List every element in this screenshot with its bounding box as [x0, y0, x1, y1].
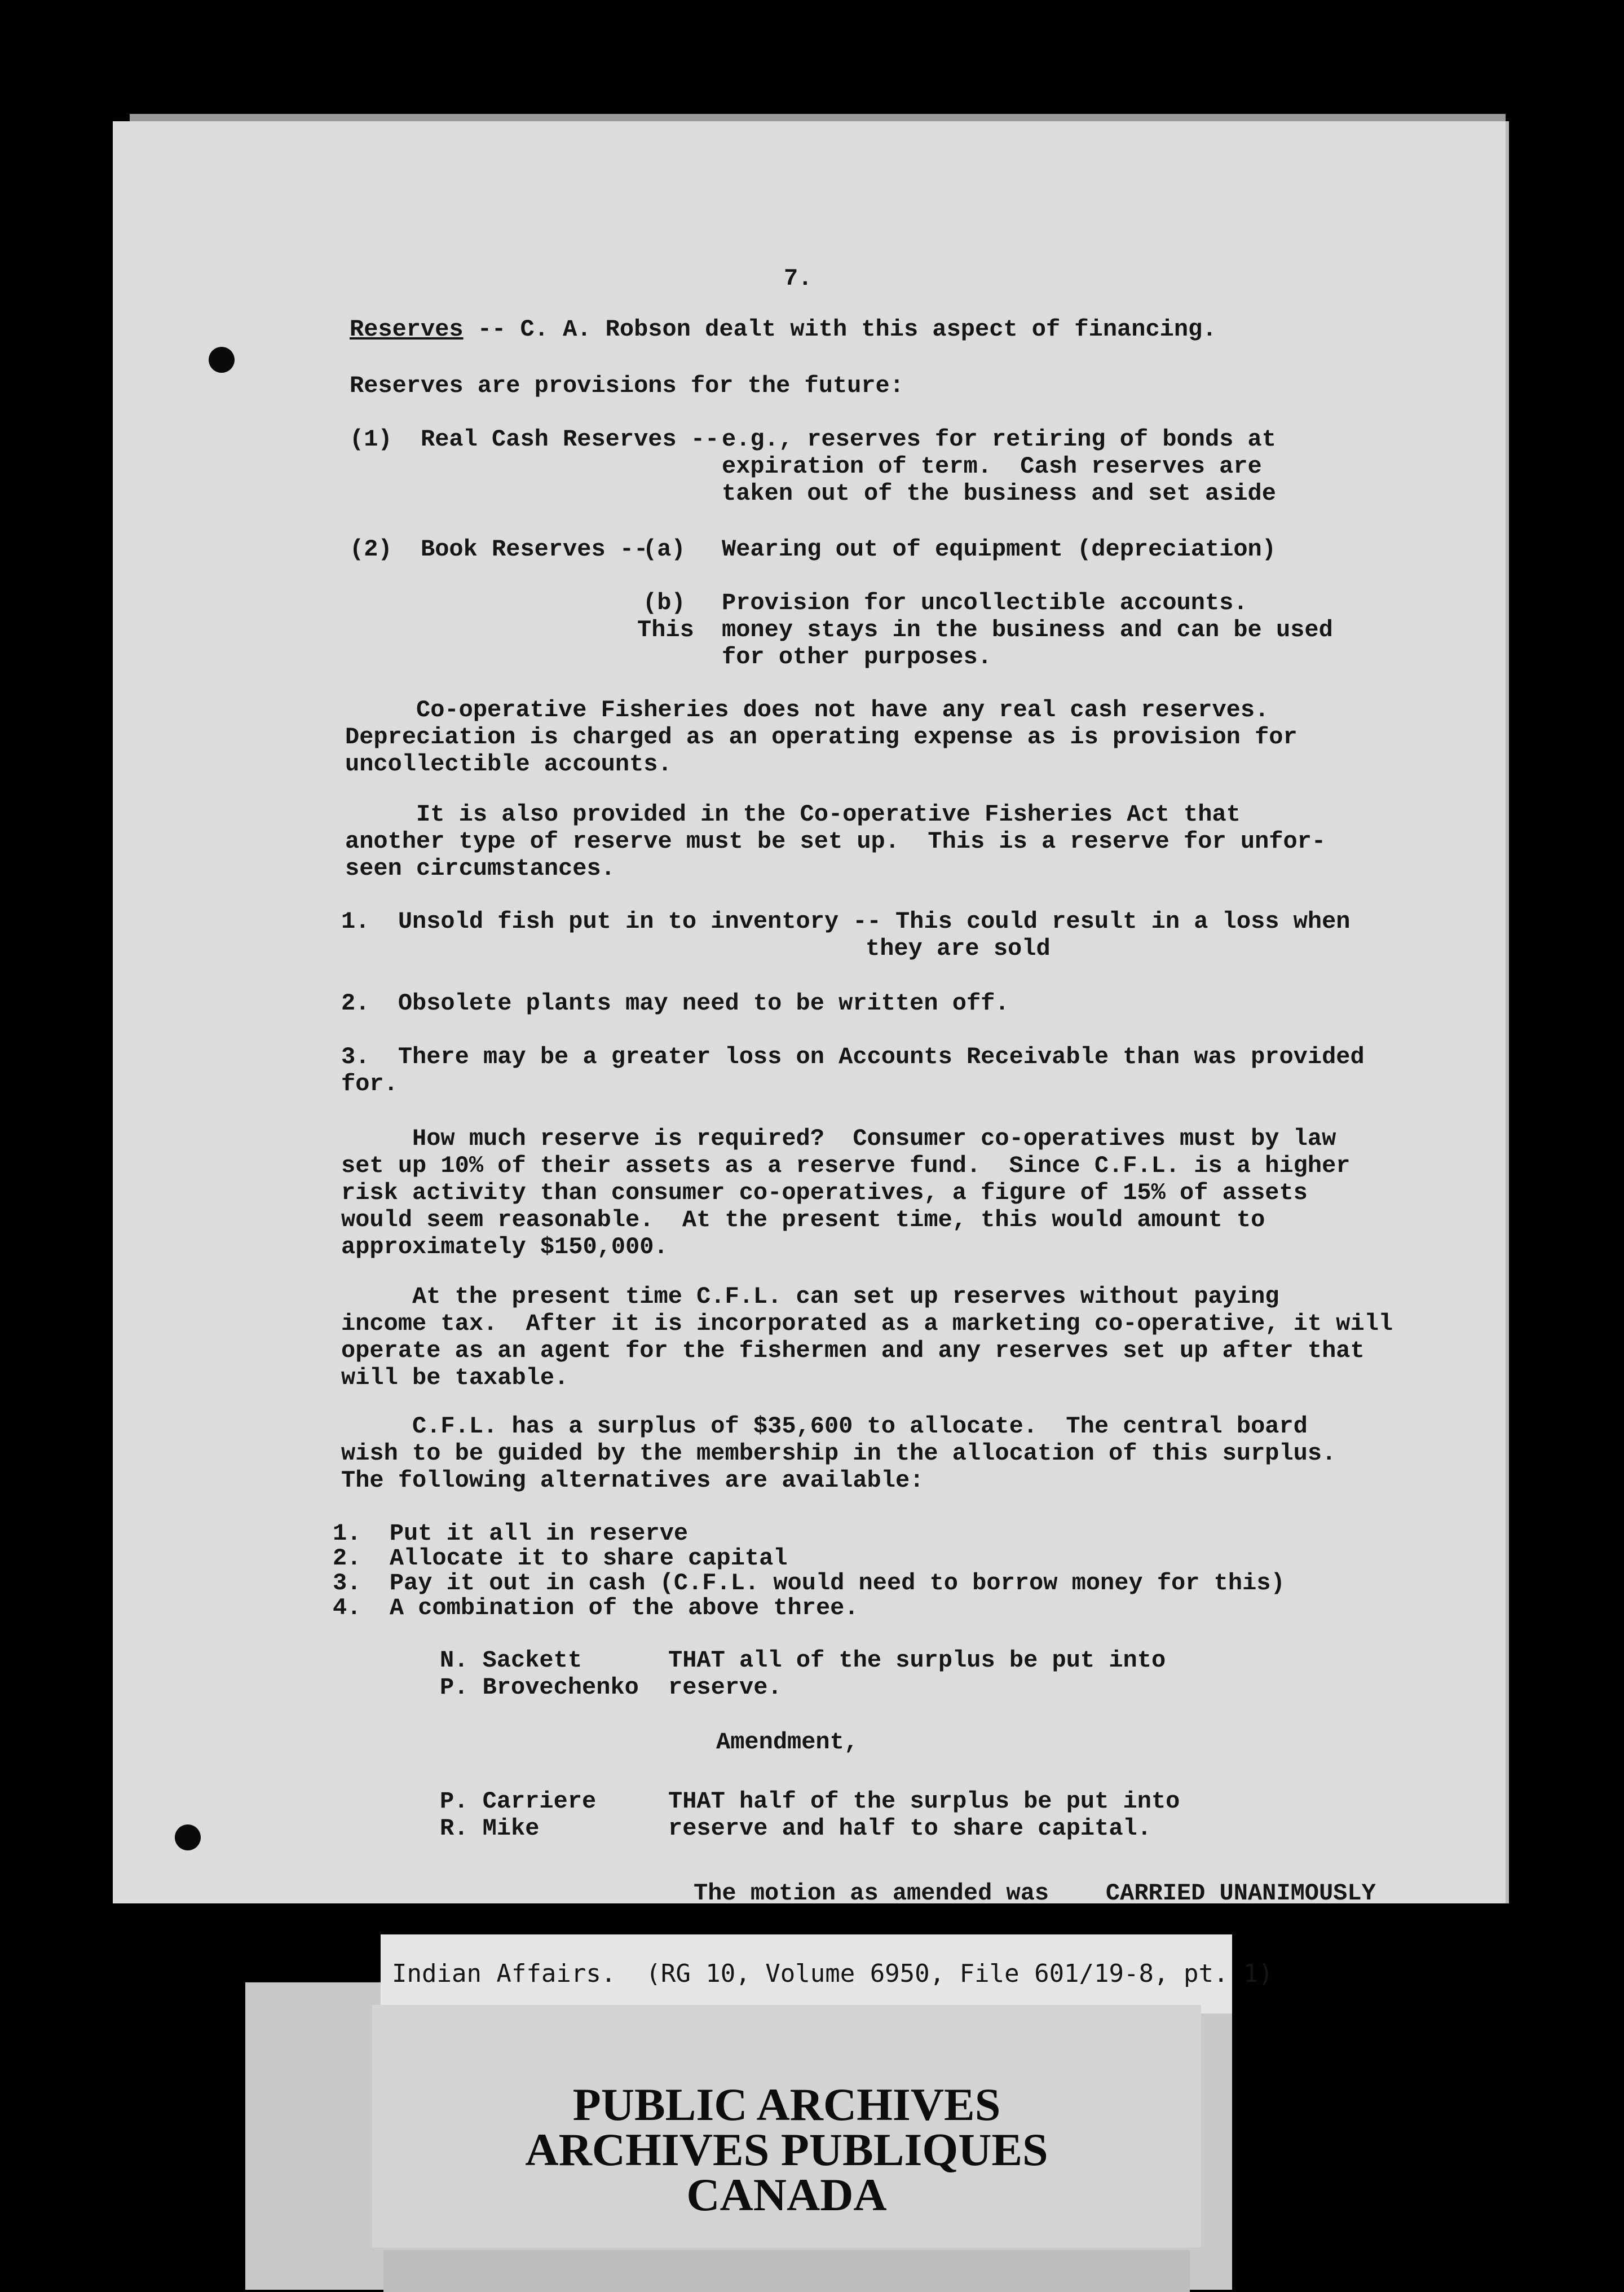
motion-text: THAT all of the surplus be put into	[668, 1647, 1166, 1674]
item1-line: e.g., reserves for retiring of bonds at	[722, 426, 1276, 453]
alternative-item: 3. Pay it out in cash (C.F.L. would need to borrow money for this)	[333, 1570, 1285, 1597]
paragraph-line: wish to be guided by the membership in the allocation of this surplus.	[341, 1440, 1336, 1467]
item1-line: expiration of term. Cash reserves are	[722, 453, 1262, 480]
stamp-line: CANADA	[686, 2169, 887, 2220]
punch-hole	[209, 347, 235, 373]
archive-reference-card	[381, 1934, 1273, 2013]
heading-underlined: Reserves	[350, 316, 464, 343]
intro-line: Reserves are provisions for the future:	[350, 372, 904, 399]
amendment-seconder: R. Mike	[440, 1815, 540, 1842]
item2-a-label: (a)	[643, 536, 686, 563]
item1-line: taken out of the business and set aside	[722, 480, 1276, 507]
paragraph-line: will be taxable.	[341, 1364, 569, 1391]
amendment-text: THAT half of the surplus be put into	[668, 1788, 1180, 1815]
amendment-heading: Amendment,	[716, 1729, 859, 1756]
item2-b-label: (b)	[643, 589, 686, 616]
item2-b-marker: This	[637, 616, 694, 643]
paragraph-line: operate as an agent for the fishermen and any reserves set up after that	[341, 1337, 1365, 1364]
archive-stamp	[372, 2005, 1201, 2247]
motion-seconder: P. Brovechenko	[440, 1674, 639, 1701]
item2-b-line: Provision for uncollectible accounts.	[722, 589, 1248, 616]
alternative-item: 1. Put it all in reserve	[333, 1520, 689, 1547]
item2-b-line: for other purposes.	[722, 643, 992, 671]
section-heading	[350, 316, 1216, 343]
motion-mover: N. Sackett	[440, 1647, 582, 1674]
item2-b-line: money stays in the business and can be used	[722, 616, 1333, 643]
document-page	[113, 121, 1509, 1903]
paragraph-line: At the present time C.F.L. can set up reserves without paying	[341, 1283, 1279, 1310]
amendment-text: reserve and half to share capital.	[668, 1815, 1151, 1842]
paragraph-line: income tax. After it is incorporated as a marketing co-operative, it will	[341, 1310, 1393, 1337]
numbered-point: 1. Unsold fish put in to inventory -- This could result in a loss when	[341, 908, 1351, 935]
paragraph-line: How much reserve is required? Consumer co-operatives must by law	[341, 1125, 1336, 1152]
item2-label: (2) Book Reserves --	[350, 536, 648, 563]
paragraph-line: would seem reasonable. At the present time, this would amount to	[341, 1206, 1265, 1233]
numbered-point-cont: they are sold	[866, 935, 1051, 962]
amendment-mover: P. Carriere	[440, 1788, 597, 1815]
paragraph-line: seen circumstances.	[345, 855, 615, 882]
paragraph-line: uncollectible accounts.	[345, 751, 672, 778]
paragraph-line: approximately $150,000.	[341, 1233, 668, 1260]
alternative-item: 2. Allocate it to share capital	[333, 1545, 788, 1572]
closing-line: The motion as amended was CARRIED UNANIMOUSLY	[694, 1880, 1376, 1903]
punch-hole	[175, 1824, 201, 1850]
numbered-point: 3. There may be a greater loss on Accounts Receivable than was provided	[341, 1043, 1365, 1070]
paragraph-line: C.F.L. has a surplus of $35,600 to allocate. The central board	[341, 1413, 1308, 1440]
page-number: 7.	[784, 265, 813, 292]
stamp-line: ARCHIVES PUBLIQUES	[525, 2124, 1048, 2175]
paragraph-line: another type of reserve must be set up. This is a reserve for unfor-	[345, 828, 1326, 855]
stamp-line: PUBLIC ARCHIVES	[572, 2079, 1001, 2130]
motion-text: reserve.	[668, 1674, 782, 1701]
paragraph-line: Co-operative Fisheries does not have any real cash reserves.	[345, 697, 1269, 724]
paragraph-line: It is also provided in the Co-operative Fisheries Act that	[345, 801, 1241, 828]
paragraph-line: risk activity than consumer co-operatives, a figure of 15% of assets	[341, 1179, 1308, 1206]
archive-bottom-tab	[383, 2250, 1190, 2292]
numbered-point: for.	[341, 1070, 398, 1097]
heading-rest: -- C. A. Robson dealt with this aspect of financing.	[463, 316, 1217, 343]
item1-label: (1) Real Cash Reserves --	[350, 426, 720, 453]
paragraph-line: The following alternatives are available:	[341, 1467, 924, 1494]
numbered-point: 2. Obsolete plants may need to be written off.	[341, 990, 1009, 1017]
item2-a-text: Wearing out of equipment (depreciation)	[722, 536, 1276, 563]
paragraph-line: set up 10% of their assets as a reserve fund. Since C.F.L. is a higher	[341, 1152, 1351, 1179]
alternative-item: 4. A combination of the above three.	[333, 1594, 859, 1621]
paragraph-line: Depreciation is charged as an operating expense as is provision for	[345, 724, 1298, 751]
archive-reference: Indian Affairs. (RG 10, Volume 6950, File 601/19-8, pt. 1)	[392, 1959, 1273, 1988]
